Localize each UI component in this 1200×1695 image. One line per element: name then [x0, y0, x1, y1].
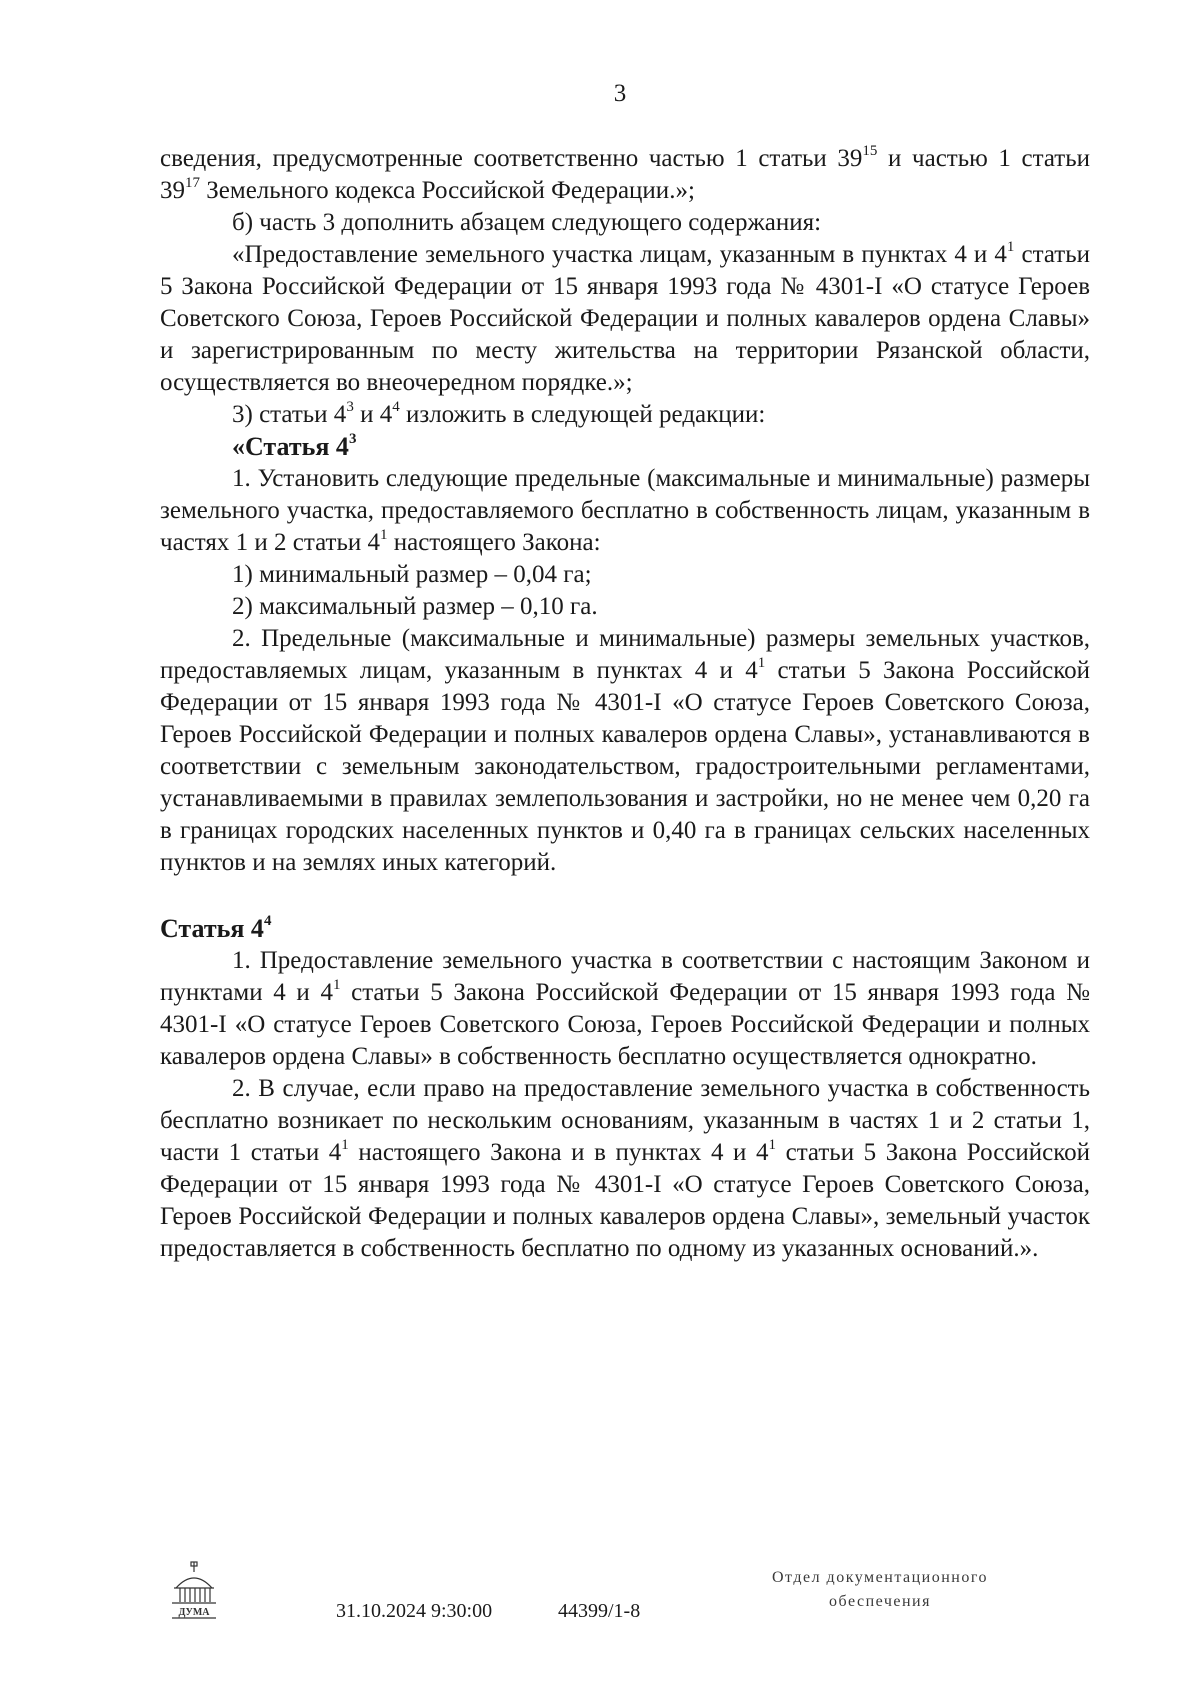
- paragraph-10: [160, 1073, 1090, 1265]
- text-segment: изложить в следующей редакции:: [399, 401, 766, 428]
- stamp-line-1: Отдел документационного: [771, 1569, 989, 1586]
- document-body: [160, 143, 1090, 1265]
- paragraph-8: [160, 623, 1090, 879]
- text-segment: 2. В случае, если право на предоставление земельного участка в собственность бесплатно возникает по нескольким основаниям, указанным в частях 1 и 2 статьи 1, части 1 статьи 4: [160, 1075, 1090, 1166]
- article-heading-4-4: [160, 913, 1090, 945]
- text-segment: статьи 5 Закона Российской Федерации от 15 января 1993 года № 4301-I «О статусе Героев Советского Союза, Героев Российской Федерации и полных кавалеров ордена Славы», устанавливаются в соответствии с земельным законодательством, градостроительными регламентами, устанавливаемыми в правилах землепользования и застройки, но не менее чем 0,20 га в границах городских населенных пунктов и 0,40 га в границах сельских населенных пунктов и на землях иных категорий.: [160, 657, 1090, 876]
- text-segment: 1. Установить следующие предельные (максимальные и минимальные) размеры земельного участка, предоставляемого бесплатно в собственность лицам, указанным в частях 1 и 2 статьи 4: [160, 465, 1090, 556]
- text-segment: статьи 5 Закона Российской Федерации от 15 января 1993 года № 4301-I «О статусе Героев Советского Союза, Героев Российской Федерации и полных кавалеров ордена Славы», земельный участок предоставляется в собственность бесплатно по одному из указанных оснований.».: [160, 1139, 1090, 1262]
- text-segment: «Предоставление земельного участка лицам, указанным в пунктах 4 и 4: [232, 241, 1007, 268]
- paragraph-6: 1) минимальный размер – 0,04 га;: [232, 561, 592, 588]
- superscript: 1: [379, 526, 388, 543]
- paragraph-5: [160, 463, 1090, 559]
- text-segment: статьи 5 Закона Российской Федерации от 15 января 1993 года № 4301-I «О статусе Героев Советского Союза, Героев Российской Федерации и полных кавалеров ордена Славы» в собственность бесплатно осуществляется однократно.: [160, 979, 1090, 1070]
- superscript: 15: [862, 142, 878, 159]
- superscript: 1: [1006, 238, 1015, 255]
- heading-text: Статья 4: [160, 914, 264, 943]
- superscript: 4: [263, 913, 272, 930]
- text-segment: настоящего Закона:: [387, 529, 601, 556]
- text-segment: 1. Предоставление земельного участка в соответствии с настоящим Законом и пунктами 4 и 4: [160, 947, 1090, 1006]
- paragraph-2: б) часть 3 дополнить абзацем следующего содержания:: [232, 209, 822, 236]
- duma-emblem-icon: [168, 1560, 220, 1620]
- superscript: 1: [768, 1136, 777, 1153]
- heading-text: «Статья 4: [232, 432, 349, 461]
- text-segment: 3) статьи 4: [232, 401, 347, 428]
- paragraph-9: [160, 945, 1090, 1073]
- page-number: 3: [613, 80, 627, 107]
- superscript: 1: [332, 976, 341, 993]
- superscript: 1: [341, 1136, 349, 1153]
- department-stamp: [720, 1566, 1040, 1614]
- text-segment: Земельного кодекса Российской Федерации.»;: [200, 177, 695, 204]
- text-segment: сведения, предусмотренные соответственно частью 1 статьи 39: [160, 145, 863, 172]
- superscript: 4: [392, 398, 400, 415]
- article-heading-4-3: [160, 431, 1090, 463]
- document-footer: [0, 1560, 1200, 1660]
- superscript: 1: [757, 654, 766, 671]
- footer-registration-number: 44399/1-8: [558, 1600, 641, 1622]
- superscript: 3: [348, 431, 357, 448]
- emblem-label: ДУМА: [178, 1607, 210, 1618]
- text-segment: 2. Предельные (максимальные и минимальные) размеры земельных участков, предоставляемых лицам, указанным в пунктах 4 и 4: [160, 625, 1090, 684]
- text-segment: и 4: [353, 401, 393, 428]
- paragraph-1: [160, 143, 1090, 207]
- text-segment: статьи 5 Закона Российской Федерации от 15 января 1993 года № 4301-I «О статусе Героев Советского Союза, Героев Российской Федерации и полных кавалеров ордена Славы» и зарегистрированным по месту жительства на территории Рязанской области, осуществляется во внеочередном порядке.»;: [160, 241, 1091, 396]
- superscript: 3: [346, 398, 354, 415]
- stamp-line-2: обеспечения: [829, 1593, 931, 1610]
- paragraph-3: [160, 239, 1090, 399]
- text-segment: и частью 1 статьи 39: [160, 145, 1091, 204]
- paragraph-4: [160, 399, 1090, 431]
- text-segment: настоящего Закона и в пунктах 4 и 4: [348, 1139, 769, 1166]
- paragraph-7: 2) максимальный размер – 0,10 га.: [232, 593, 598, 620]
- footer-date: 31.10.2024 9:30:00: [336, 1600, 493, 1622]
- superscript: 17: [185, 174, 200, 191]
